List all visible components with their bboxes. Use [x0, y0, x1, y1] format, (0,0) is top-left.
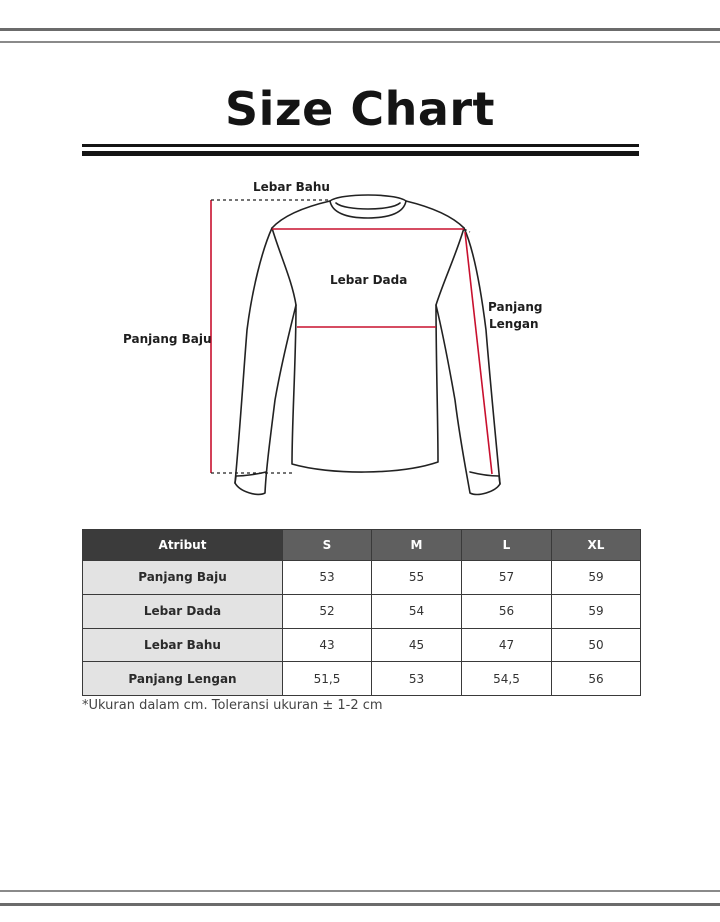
table-cell: 59 — [552, 594, 641, 628]
row-label: Lebar Dada — [83, 594, 283, 628]
table-cell: 57 — [462, 561, 552, 595]
table-row — [83, 594, 641, 628]
guide-lines — [211, 200, 470, 473]
table-cell: 52 — [283, 594, 372, 628]
sweater-illustration — [0, 170, 720, 510]
tolerance-note: *Ukuran dalam cm. Toleransi ukuran ± 1-2 cm — [82, 698, 383, 713]
page-title: Size Chart — [224, 82, 496, 136]
table-cell: 53 — [372, 662, 462, 696]
table-cell: 50 — [552, 628, 641, 662]
label-lebar-dada: Lebar Dada — [330, 273, 408, 287]
row-label: Lebar Bahu — [83, 628, 283, 662]
header-size-xl: XL — [552, 530, 641, 561]
header-size-m: M — [372, 530, 462, 561]
table-header-row — [83, 530, 641, 561]
table-cell: 55 — [372, 561, 462, 595]
table-cell: 56 — [552, 662, 641, 696]
table-cell: 53 — [283, 561, 372, 595]
row-label: Panjang Lengan — [83, 662, 283, 696]
garment-diagram — [0, 170, 720, 510]
header-atribut: Atribut — [83, 530, 283, 561]
label-lebar-bahu: Lebar Bahu — [253, 180, 330, 194]
table-cell: 56 — [462, 594, 552, 628]
table-cell: 51,5 — [283, 662, 372, 696]
label-panjang-lengan-line2: Lengan — [489, 317, 539, 331]
table-row — [83, 662, 641, 696]
bottom-border-line-thin — [0, 890, 720, 892]
table-cell: 43 — [283, 628, 372, 662]
top-border-line-thin — [0, 41, 720, 43]
table-row — [83, 561, 641, 595]
size-table — [82, 529, 641, 696]
table-cell: 54 — [372, 594, 462, 628]
label-panjang-lengan-line1: Panjang — [488, 300, 543, 314]
row-label: Panjang Baju — [83, 561, 283, 595]
header-size-s: S — [283, 530, 372, 561]
label-panjang-baju: Panjang Baju — [123, 332, 212, 346]
table-cell: 54,5 — [462, 662, 552, 696]
table-cell: 59 — [552, 561, 641, 595]
header-size-l: L — [462, 530, 552, 561]
table-cell: 47 — [462, 628, 552, 662]
bottom-border-line — [0, 903, 720, 906]
title-rule-thick — [82, 151, 639, 156]
measurement-lines — [211, 200, 492, 474]
table-row — [83, 628, 641, 662]
title-rule — [82, 144, 639, 147]
table-cell: 45 — [372, 628, 462, 662]
top-border-line — [0, 28, 720, 31]
